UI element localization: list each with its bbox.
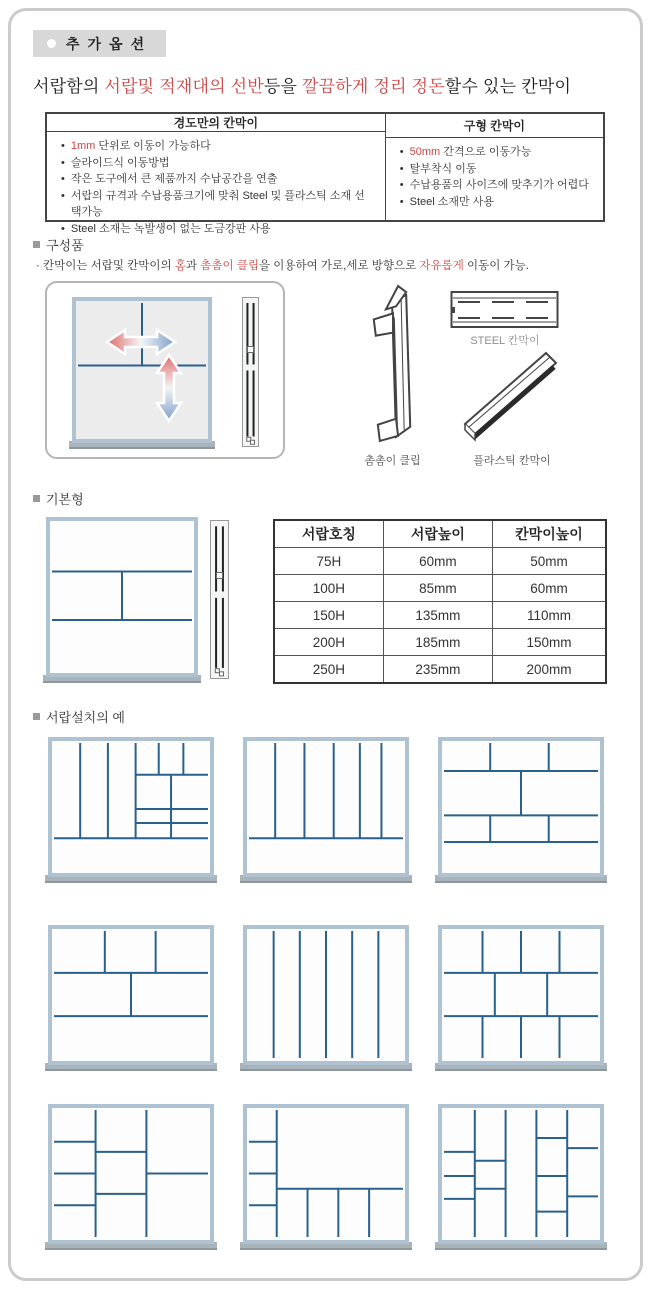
divider-profile-strip bbox=[242, 297, 259, 447]
size-table-cell: 200H bbox=[274, 629, 383, 656]
divider-comparison-table bbox=[45, 112, 605, 235]
bullet-text bbox=[71, 188, 375, 221]
bullet-item bbox=[61, 171, 375, 188]
highlighted-text: 자유롭게 bbox=[419, 260, 464, 272]
size-table-row bbox=[274, 629, 606, 656]
drawer-diagram-svg bbox=[240, 737, 412, 883]
size-table-row bbox=[274, 656, 606, 684]
plastic-divider-label: 플라스틱 칸막이 bbox=[473, 455, 551, 467]
drawer-example-9 bbox=[435, 1104, 607, 1250]
plastic-divider-drawing bbox=[460, 348, 560, 448]
drawer-diagram-svg bbox=[69, 297, 215, 449]
size-table-cell: 200mm bbox=[492, 656, 606, 684]
bullet-text bbox=[71, 221, 271, 238]
feature-list bbox=[47, 132, 385, 237]
bullet-icon: • bbox=[61, 173, 65, 185]
basic-section-heading bbox=[33, 489, 84, 508]
column-header: 구형 칸막이 bbox=[386, 114, 603, 138]
clip-label: 촘촘이 클립 bbox=[364, 455, 421, 467]
text: 슬라이드식 이동방법 bbox=[70, 156, 170, 169]
text: Steel 소재만 사용 bbox=[409, 195, 494, 208]
bullet-item bbox=[400, 161, 593, 178]
drawer-example-6 bbox=[435, 925, 607, 1071]
size-table-cell: 185mm bbox=[383, 629, 492, 656]
bullet-icon: • bbox=[399, 179, 404, 191]
text: 등을 bbox=[263, 77, 303, 96]
size-table bbox=[273, 519, 607, 684]
size-table-cell: 150H bbox=[274, 602, 383, 629]
text: 과 bbox=[185, 260, 201, 272]
divider-profile-strip bbox=[210, 520, 229, 679]
text: 단위로 이동이 가능하다 bbox=[95, 140, 211, 152]
text: 을 이용하여 가로,세로 방향으로 bbox=[258, 260, 420, 272]
size-table-cell: 60mm bbox=[383, 548, 492, 575]
square-bullet-icon bbox=[33, 713, 40, 720]
text: 탈부착식 이동 bbox=[409, 162, 477, 175]
size-table-header: 서랍높이 bbox=[383, 520, 492, 548]
bullet-text bbox=[410, 144, 532, 161]
drawer-movement-diagram bbox=[69, 297, 215, 449]
movement-diagram-panel bbox=[45, 281, 285, 459]
size-table-cell: 150mm bbox=[492, 629, 606, 656]
drawer-example-4 bbox=[45, 925, 217, 1071]
text: 수납용품의 사이즈에 맞추기가 어렵다 bbox=[409, 179, 589, 191]
text: 할수 있는 칸막이 bbox=[444, 77, 572, 96]
highlighted-text: 50mm bbox=[409, 146, 441, 158]
highlighted-text: 촘촘이 클립 bbox=[200, 260, 259, 272]
steel-divider-label: STEEL 칸막이 bbox=[470, 335, 540, 347]
bullet-icon: • bbox=[399, 195, 404, 208]
size-table-cell: 235mm bbox=[383, 656, 492, 684]
size-table-header: 칸막이높이 bbox=[492, 520, 606, 548]
size-table-cell: 75H bbox=[274, 548, 383, 575]
bullet-item bbox=[400, 194, 593, 211]
bullet-text bbox=[410, 194, 494, 211]
bullet-icon bbox=[47, 39, 56, 48]
square-bullet-icon bbox=[33, 495, 40, 502]
bullet-icon: • bbox=[61, 222, 65, 235]
text: 간격으로 이동가능 bbox=[440, 146, 532, 158]
drawer-diagram-svg bbox=[435, 925, 607, 1071]
bullet-text bbox=[71, 138, 211, 155]
section-heading-label: 서랍설치의 예 bbox=[46, 710, 125, 725]
drawer-diagram-svg bbox=[435, 1104, 607, 1250]
text: 이동이 가능. bbox=[463, 260, 529, 272]
size-table-cell: 50mm bbox=[492, 548, 606, 575]
badge-label: 추가옵션 bbox=[66, 35, 153, 52]
size-table-row bbox=[274, 602, 606, 629]
highlighted-text: 1mm bbox=[70, 140, 96, 152]
size-table-cell: 60mm bbox=[492, 575, 606, 602]
clip-line-drawing bbox=[352, 283, 430, 445]
size-table-cell: 85mm bbox=[383, 575, 492, 602]
section-heading-label: 기본형 bbox=[46, 492, 84, 507]
square-bullet-icon bbox=[33, 241, 40, 248]
highlighted-text: 서랍및 적재대의 선반 bbox=[104, 77, 264, 96]
bullet-icon: • bbox=[61, 156, 65, 169]
profile-strip-svg bbox=[210, 520, 229, 679]
drawer-example-3 bbox=[435, 737, 607, 883]
components-section-heading bbox=[33, 235, 84, 254]
bullet-text bbox=[71, 171, 278, 188]
page-title bbox=[33, 72, 571, 97]
components-description bbox=[36, 257, 529, 273]
section-heading-label: 구성품 bbox=[46, 238, 84, 253]
size-table-cell: 250H bbox=[274, 656, 383, 684]
size-table-header: 서랍호칭 bbox=[274, 520, 383, 548]
text: 작은 도구에서 큰 제품까지 수납공간을 연출 bbox=[70, 173, 278, 185]
bullet-item bbox=[61, 138, 375, 155]
drawer-diagram-svg bbox=[45, 925, 217, 1071]
highlighted-text: 깔끔하게 정리 정돈 bbox=[302, 77, 445, 96]
bullet-icon: • bbox=[61, 189, 65, 202]
drawer-example-5 bbox=[240, 925, 412, 1071]
text: Steel 소재는 녹발생이 없는 도금강판 사용 bbox=[70, 222, 271, 235]
text: · 칸막이는 서랍및 칸막이의 bbox=[36, 260, 175, 272]
drawer-diagram-svg bbox=[435, 737, 607, 883]
bullet-item bbox=[400, 177, 593, 194]
size-table-cell: 135mm bbox=[383, 602, 492, 629]
size-table-cell: 110mm bbox=[492, 602, 606, 629]
bullet-item bbox=[61, 188, 375, 221]
profile-strip-svg bbox=[242, 297, 259, 447]
text: 서랍의 규격과 수납용품크기에 맞춰 Steel 및 플라스틱 소재 선택가능 bbox=[70, 189, 365, 218]
feature-list bbox=[386, 138, 603, 210]
text: 서랍함의 bbox=[33, 77, 105, 96]
bullet-item bbox=[61, 155, 375, 172]
drawer-example-1 bbox=[45, 737, 217, 883]
bullet-text bbox=[410, 177, 589, 194]
bullet-text bbox=[71, 155, 170, 172]
size-table-header-row bbox=[274, 520, 606, 548]
highlighted-text: 홈 bbox=[174, 260, 186, 272]
bullet-icon: • bbox=[399, 146, 404, 158]
drawer-diagram-svg bbox=[240, 1104, 412, 1250]
drawer-example-7 bbox=[45, 1104, 217, 1250]
basic-drawer-diagram bbox=[43, 517, 201, 683]
comparison-column-new bbox=[47, 114, 386, 235]
section-badge-additional-options bbox=[33, 30, 166, 57]
drawer-diagram-svg bbox=[45, 737, 217, 883]
drawer-example-8 bbox=[240, 1104, 412, 1250]
column-header: 경도만의 칸막이 bbox=[47, 114, 385, 132]
drawer-diagram-svg bbox=[45, 1104, 217, 1250]
drawer-diagram-svg bbox=[43, 517, 201, 683]
drawer-diagram-svg bbox=[240, 925, 412, 1071]
bullet-icon: • bbox=[399, 162, 404, 175]
bullet-icon: • bbox=[61, 140, 65, 152]
bullet-item bbox=[61, 221, 375, 238]
examples-section-heading bbox=[33, 707, 125, 726]
bullet-item bbox=[400, 144, 593, 161]
steel-divider-drawing bbox=[449, 287, 561, 331]
size-table-cell: 100H bbox=[274, 575, 383, 602]
comparison-column-old bbox=[386, 114, 603, 220]
size-table-body bbox=[274, 548, 606, 684]
size-table-row bbox=[274, 548, 606, 575]
drawer-example-2 bbox=[240, 737, 412, 883]
bullet-text bbox=[410, 161, 477, 178]
size-table-row bbox=[274, 575, 606, 602]
